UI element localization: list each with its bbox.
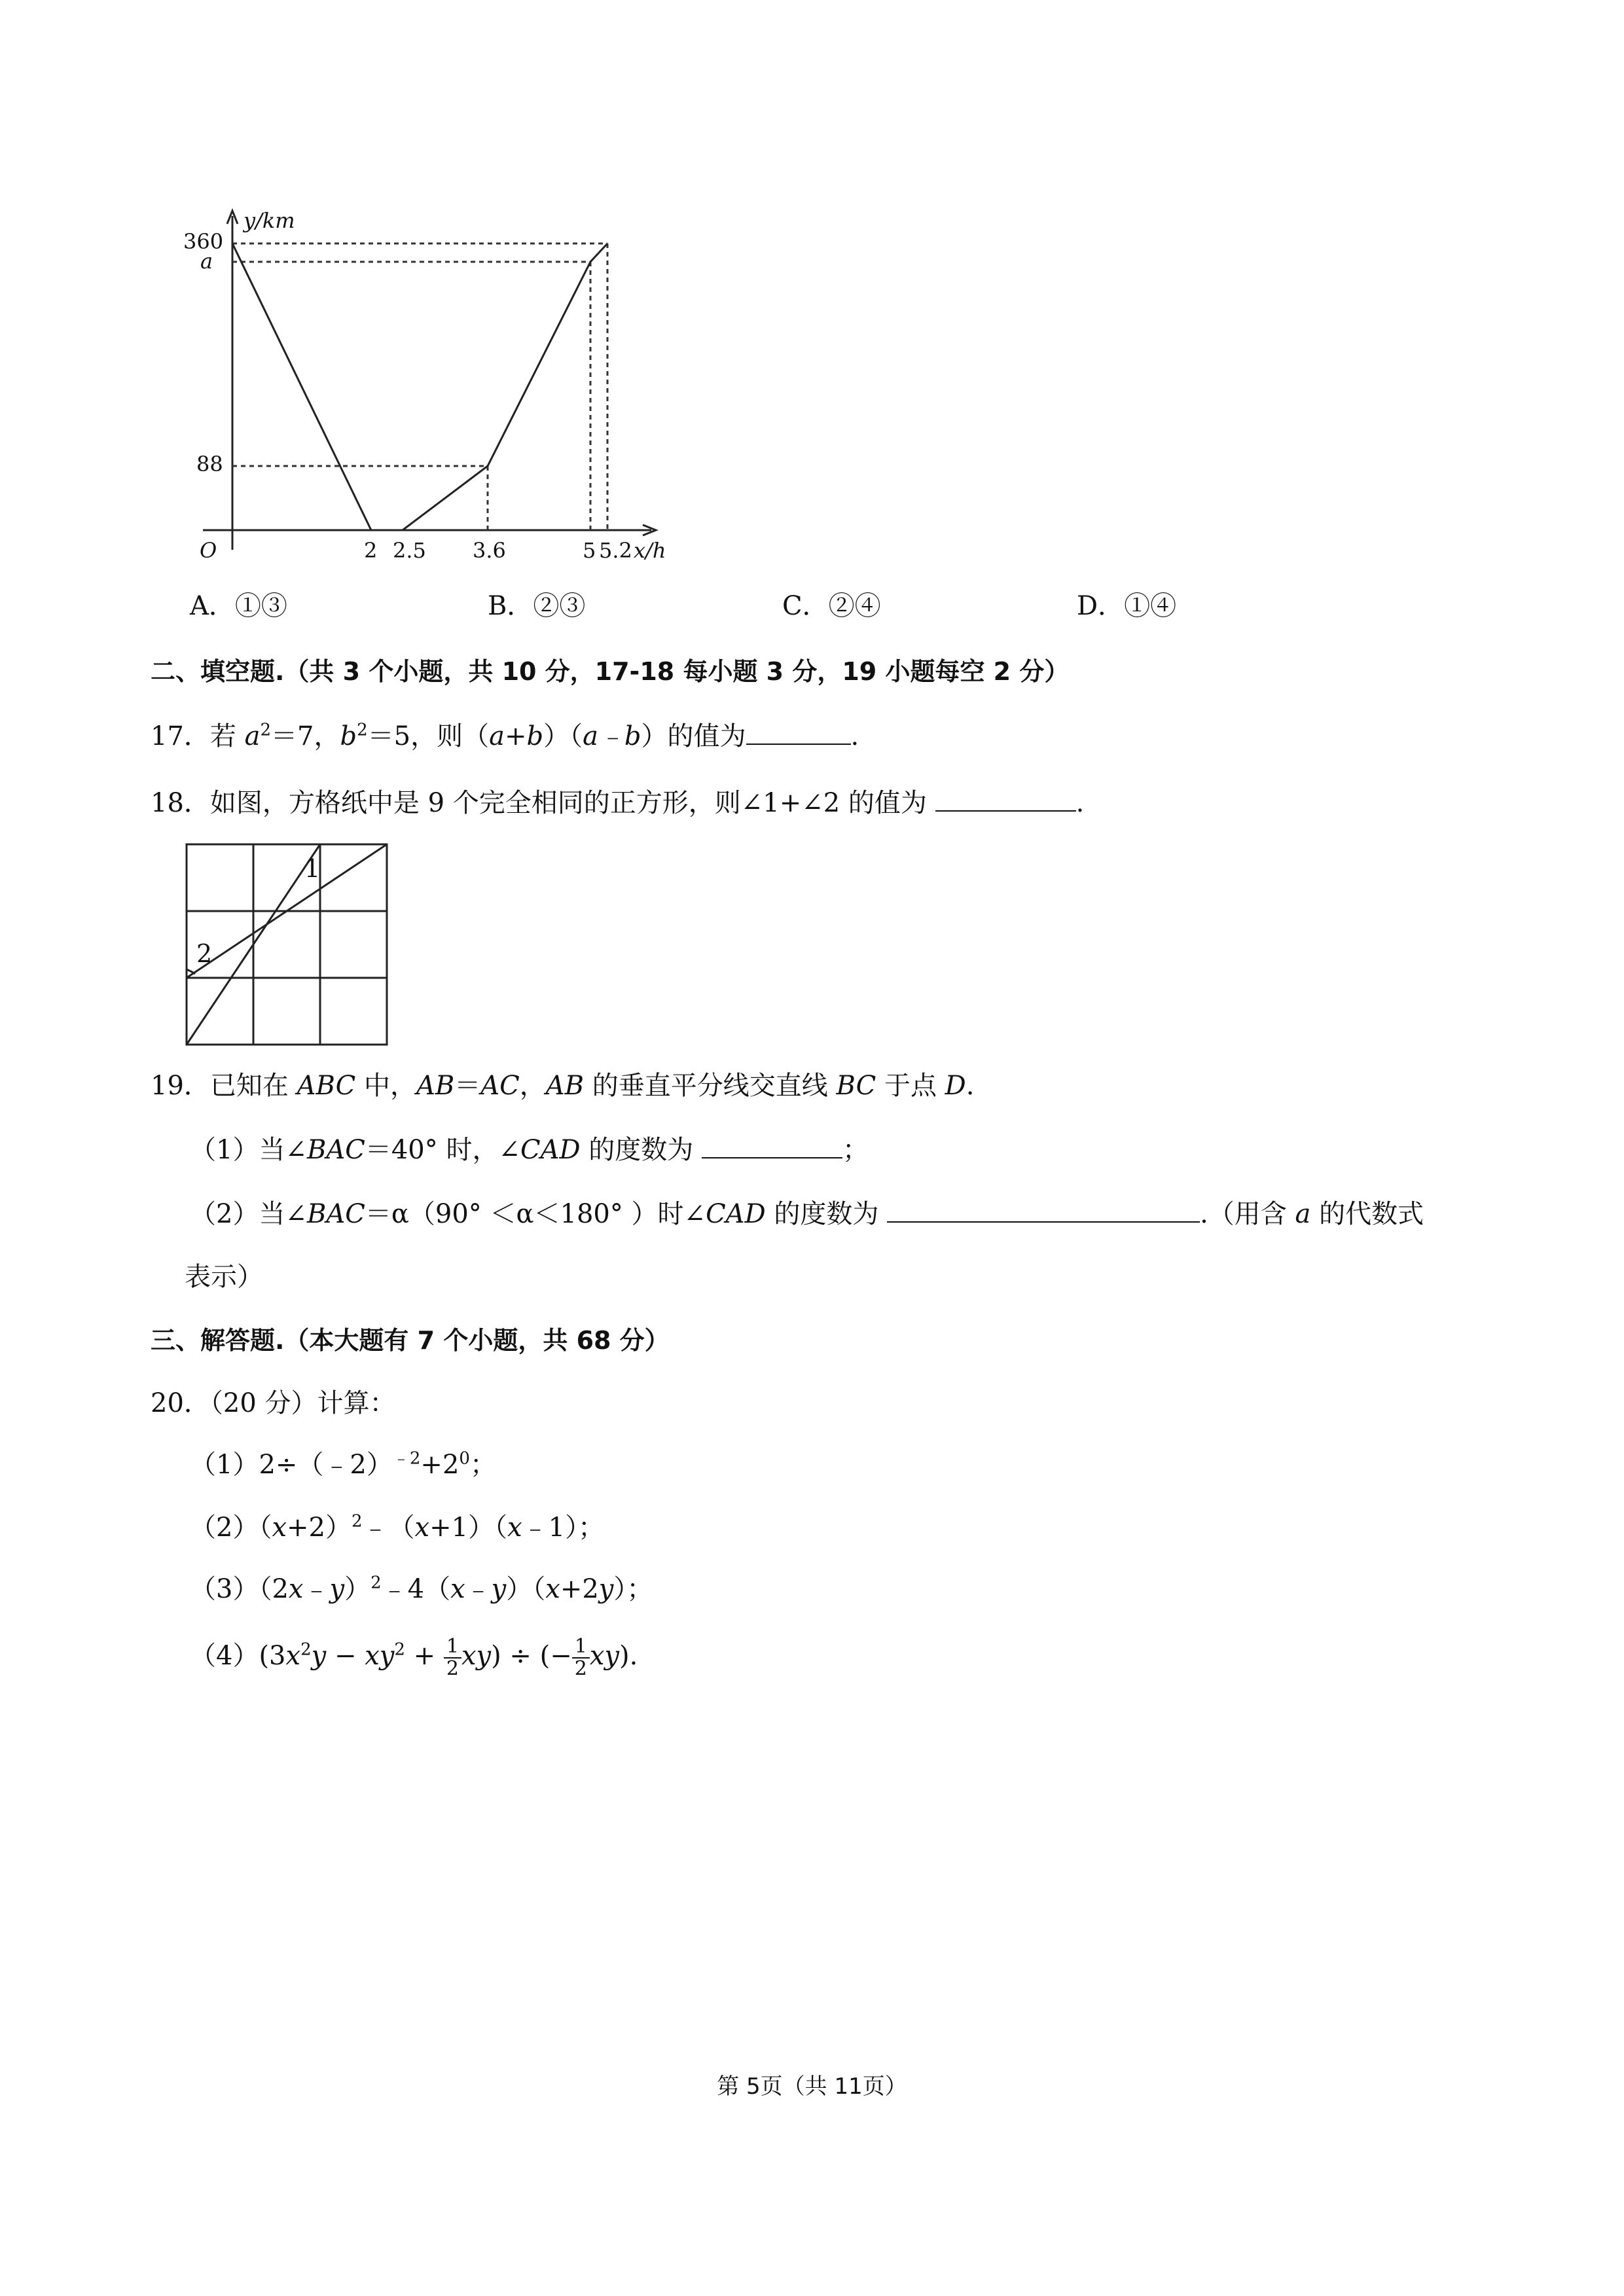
question-19: 19．已知在 ABC 中，AB＝AC，AB 的垂直平分线交直线 BC 于点 D. [151, 1071, 975, 1101]
y-axis-label: y/km [244, 208, 295, 233]
y-tick-360: 360 [183, 229, 224, 254]
question-20-part-2: $(2)(x+2)^2﹣(x+1)(x﹣1)$； [190, 1511, 605, 1543]
fraction-one-half-neg: $\frac{1}{2}$ [572, 1636, 590, 1679]
graph-line [232, 243, 607, 530]
x-axis-label: x/h [634, 538, 666, 563]
angle-arc-2 [187, 969, 195, 974]
question-20-part-3: （3）（2x﹣y）$^2$﹣4（x﹣y）（x+2y）； [190, 1573, 653, 1604]
question-20-part-4: $(4)(3x^2y - xy^2$ + $\frac{1}{2}$ xy) ÷ (− $\frac{1}{2}$ xy). [190, 1635, 638, 1680]
option-d: D．①④ [1077, 591, 1177, 621]
option-b: B．②③ [488, 591, 586, 621]
section-2-heading: 二、填空题.（共 3 个小题，共 10 分，17-18 每小题 3 分，19 小题每空 2 分） [151, 657, 1070, 686]
origin-label: O [200, 538, 217, 563]
x-tick-3-6: 3.6 [473, 538, 506, 563]
grid-figure [183, 841, 393, 1050]
answer-blank-19-1[interactable] [702, 1132, 842, 1158]
answer-blank-19-2[interactable] [887, 1196, 1200, 1223]
answer-blank-17[interactable] [746, 719, 851, 745]
question-19-part-2-cont: 表示） [185, 1262, 263, 1292]
question-17: 17．若 $a^2=7$，$b^2=5$，则（a+b）（a﹣b）的值为 . [151, 719, 859, 753]
option-c: C．②④ [782, 591, 881, 621]
x-tick-2: 2 [364, 538, 378, 563]
distance-time-graph [177, 196, 700, 576]
fraction-one-half: $\frac{1}{2}$ [444, 1636, 461, 1679]
question-19-part-2: （2）当∠BAC＝α（90° ＜α＜180° ）时∠CAD 的度数为 .（用含 a 的代数式 [190, 1196, 1424, 1231]
answer-blank-18[interactable] [935, 785, 1076, 812]
question-18: 18．如图，方格纸中是 9 个完全相同的正方形，则∠1+∠2 的值为 . [151, 785, 1084, 820]
question-20-part-1: $(1)2\div(﹣2)^{﹣2}+2^0$； [190, 1448, 496, 1480]
x-tick-5: 5 [583, 538, 596, 563]
question-19-part-1: （1）当∠BAC＝40° 时，∠CAD 的度数为 ； [190, 1132, 869, 1167]
angle-label-2: 2 [196, 939, 213, 968]
section-3-heading: 三、解答题.（本大题有 7 个小题，共 68 分） [151, 1326, 670, 1355]
x-tick-2-5: 2.5 [393, 538, 426, 563]
x-tick-5-2: 5.2 [599, 538, 632, 563]
page-footer: 第 5页（共 11页） [717, 2073, 907, 2100]
question-20-title: 20．（20 分）计算： [151, 1388, 396, 1418]
option-a: A．①③ [190, 591, 287, 621]
y-tick-a: a [200, 249, 213, 274]
y-tick-88: 88 [196, 452, 223, 476]
angle-label-1: 1 [304, 854, 321, 883]
